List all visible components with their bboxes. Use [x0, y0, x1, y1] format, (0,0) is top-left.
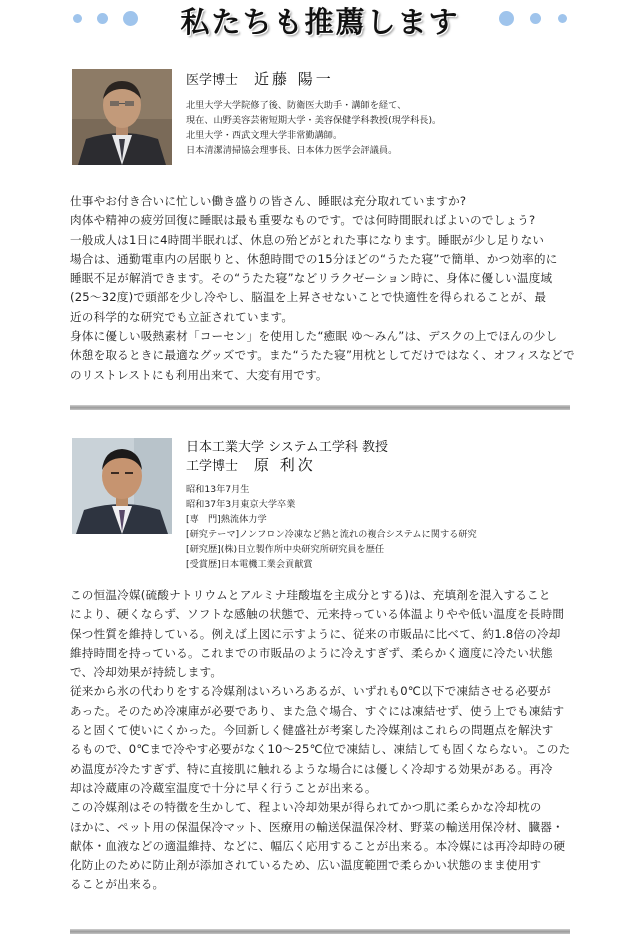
bio-line: 昭和37年3月東京大学卒業	[186, 499, 296, 510]
person-degree: 工学博士	[186, 459, 239, 474]
page-header	[0, 0, 640, 40]
bio-line: 昭和13年7月生	[186, 484, 250, 495]
name-line	[186, 70, 441, 90]
text-line: で、冷却効果が持続します。	[70, 665, 223, 680]
text-line: 却は冷蔵庫の冷蔵室温度で十分に早く行うことが出来る。	[70, 780, 377, 795]
person-degree: 医学博士	[186, 73, 239, 88]
bio-line: 北里大学大学院修了後、防衛医大助手・講師を経て、	[186, 100, 407, 111]
text-line: ることが出来る。	[70, 877, 165, 892]
person-bio	[186, 98, 441, 158]
text-line: 肉体や精神の疲労回復に睡眠は最も重要なものです。では何時間眠ればよいのでしょう?	[70, 213, 536, 228]
person-name: 原 利次	[254, 456, 316, 474]
bio-line: 北里大学・西武文理大学非常勤講師。	[186, 130, 343, 141]
person-header-kondo	[186, 70, 441, 158]
text-line: により、硬くならず、ソフトな感触の状態で、元来持っている体温よりやや低い温度を長時間	[70, 607, 565, 622]
text-line: 近の科学的な研究でも立証されています。	[70, 309, 294, 324]
person-affiliation: 日本工業大学 システム工学科 教授	[186, 440, 388, 455]
bio-line: [受賞歴]日本電機工業会貢献賞	[186, 559, 313, 570]
decorative-dot	[530, 13, 541, 24]
person-name: 近藤 陽一	[254, 70, 334, 88]
text-line: 従来から氷の代わりをする冷媒剤はいろいろあるが、いずれも0℃以下で凍結させる必要が	[70, 684, 551, 699]
text-line: (25〜32度)で頭部を少し冷やし、脳温を上昇させないことで快適性を得られることが、最	[70, 290, 547, 305]
bio-line: [研究歴](株)日立製作所中央研究所研究員を歴任	[186, 544, 385, 555]
person-header-hara	[186, 439, 477, 572]
text-line: 献体・血液などの適温維持、などに、幅広く応用することが出来る。本冷媒には再冷却時の硬	[70, 838, 566, 853]
text-line: 場合は、通勤電車内の居眠りと、休憩時間での15分ほどの“うたた寝”で簡単、かつ効率的に	[70, 251, 558, 266]
bio-line: 現在、山野美容芸術短期大学・美容保健学科教授(現学科長)。	[186, 115, 442, 126]
decorative-dot	[558, 14, 567, 23]
text-line: 化防止のために防止剤が添加されているため、広い温度範囲で柔らかい状態のまま使用す	[70, 858, 542, 873]
portrait-photo-hara	[72, 438, 172, 534]
text-line: ほかに、ペット用の保温保冷マット、医療用の輸送保温保冷材、野菜の輸送用保冷材、臓器・	[70, 819, 564, 834]
name-line	[186, 456, 477, 476]
text-line: 一般成人は1日に4時間半眠れば、休息の殆どがとれた事になります。睡眠が少し足りない	[70, 232, 545, 247]
text-line: るもので、0℃まで冷やす必要がなく10〜25℃位で凍結し、凍結しても固くならない。このた	[70, 742, 571, 757]
text-line: 身体に優しい吸熱素材「コーセン」を使用した“癒眠 ゆ〜みん”は、デスクの上でほんの少し	[70, 329, 558, 344]
text-line: ると固くて使いにくかった。今回新しく健盛社が考案した冷媒剤はこれらの問題点を解決す	[70, 723, 554, 738]
text-line: 休憩を取るときに最適なグッズです。また“うたた寝”用枕としてだけではなく、オフィスなどで	[70, 348, 575, 363]
section-divider	[70, 929, 570, 934]
text-line: のリストレストにも利用出来て、大変有用です。	[70, 367, 328, 382]
text-line: め温度が冷たすぎず、特に直接肌に触れるような場合には優しく冷却する効果がある。再冷	[70, 761, 553, 776]
bio-line: [専 門]熱流体力学	[186, 514, 267, 525]
text-line: 保つ性質を維持している。例えば上図に示すように、従来の市販品に比べて、約1.8倍の冷却	[70, 626, 561, 641]
bio-line: [研究テーマ]ノンフロン冷凍など熱と流れの複合システムに関する研究	[186, 529, 477, 540]
text-line: この恒温冷媒(硫酸ナトリウムとアルミナ珪酸塩を主成分とする)は、充填剤を混入すること	[70, 588, 551, 602]
text-line: 睡眠不足が解消できます。その“うたた寝”などリラクゼーション時に、身体に優しい温度域	[70, 271, 553, 286]
portrait-photo-kondo	[72, 69, 172, 165]
text-line: 維持時間を持っている。これまでの市販品のように冷えすぎず、柔らかく適度に冷たい状態	[70, 645, 553, 660]
bio-line: 日本清潔清掃協会理事長、日本体力医学会評議員。	[186, 145, 398, 156]
recommendation-text-kondo	[70, 192, 575, 385]
recommendation-text-hara	[70, 586, 570, 895]
text-line: 仕事やお付き合いに忙しい働き盛りの皆さん、睡眠は充分取れていますか?	[70, 194, 467, 208]
text-line: あった。そのため冷凍庫が必要であり、また急ぐ場合、すぐには凍結せず、使う上でも凍結す	[70, 703, 565, 718]
section-divider	[70, 405, 570, 410]
page-title: 私たちも推薦します	[180, 5, 460, 39]
text-line: この冷媒剤はその特徴を生かして、程よい冷却効果が得られてかつ肌に柔らかな冷却枕の	[70, 800, 542, 815]
decorative-dot	[499, 11, 514, 26]
person-bio	[186, 482, 477, 572]
